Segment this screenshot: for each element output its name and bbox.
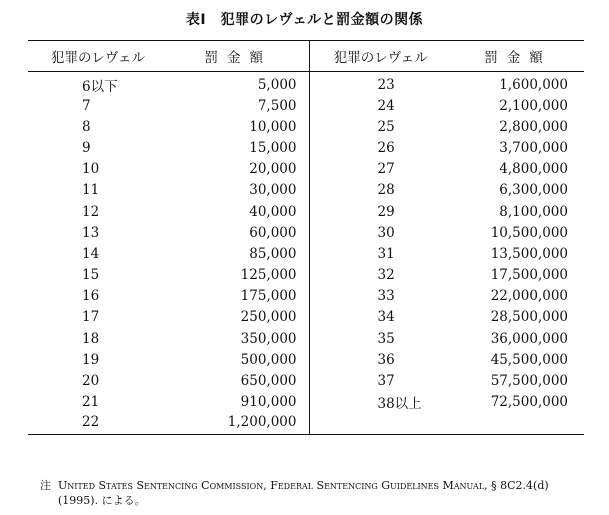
- table-row: [28, 349, 584, 370]
- table-row: [28, 116, 584, 137]
- offense-level-cell: 27: [377, 161, 395, 178]
- fine-amount-cell: 10,500,000: [490, 224, 568, 241]
- fine-amount-cell: 15,000: [168, 137, 309, 158]
- offense-level-cell: 12: [82, 203, 100, 220]
- fine-amount-cell: 13,500,000: [490, 245, 568, 262]
- fine-amount-cell: 60,000: [168, 222, 309, 243]
- fine-amount-cell: 7,500: [168, 95, 309, 116]
- table-header-row: [28, 41, 584, 72]
- fine-amount-cell: 85,000: [168, 243, 309, 264]
- table-body: [28, 72, 584, 435]
- fine-amount-cell: 22,000,000: [490, 288, 568, 305]
- fine-amount-cell: 45,500,000: [490, 351, 568, 368]
- offense-level-cell: 28: [377, 182, 395, 199]
- source-note: [40, 478, 549, 508]
- fine-amount-cell: 30,000: [168, 180, 309, 201]
- offense-level-cell: 18: [82, 330, 100, 347]
- table-row: [28, 392, 584, 413]
- table-row: [28, 72, 584, 96]
- offense-level-cell: 14: [82, 245, 100, 262]
- fine-amount-cell: 2,100,000: [499, 97, 568, 114]
- offense-level-cell: 13: [82, 224, 100, 241]
- offense-level-cell: 6以下: [82, 79, 118, 95]
- fine-amount-cell: 650,000: [168, 370, 309, 391]
- table-row: [28, 307, 584, 328]
- offense-level-cell: 31: [377, 245, 395, 262]
- offense-level-cell: 33: [377, 288, 395, 305]
- fine-amount-cell: 72,500,000: [490, 394, 568, 411]
- offense-level-cell: 10: [82, 161, 100, 178]
- offense-level-cell: 22: [28, 413, 168, 434]
- offense-level-cell: 15: [82, 267, 100, 284]
- fine-amount-cell: 250,000: [168, 307, 309, 328]
- fine-amount-cell: 20,000: [168, 159, 309, 180]
- offense-level-cell: 11: [82, 182, 100, 199]
- table-row: [28, 370, 584, 391]
- table-row: [28, 95, 584, 116]
- table-row: [28, 222, 584, 243]
- offense-level-cell: 16: [82, 288, 100, 305]
- offense-level-cell: 34: [377, 309, 395, 326]
- note-source: United States Sentencing Commission, Federal Sentencing Guidelines Manual,: [58, 479, 488, 492]
- offense-level-cell: 17: [82, 309, 100, 326]
- table-row: [28, 328, 584, 349]
- offense-level-cell: 25: [377, 118, 395, 135]
- offense-level-cell: 23: [377, 77, 395, 93]
- fine-amount-cell: 3,700,000: [499, 139, 568, 156]
- fine-amount-cell: [452, 413, 584, 434]
- fine-amount-cell: 10,000: [168, 116, 309, 137]
- table-row: [28, 243, 584, 264]
- offense-level-cell: 35: [377, 330, 395, 347]
- header-fine-amount-left: 罰金額: [168, 41, 309, 72]
- table-row: [28, 201, 584, 222]
- fine-amount-cell: 500,000: [168, 349, 309, 370]
- fine-amount-cell: 350,000: [168, 328, 309, 349]
- fine-table: [28, 40, 584, 435]
- table-row: [28, 265, 584, 286]
- offense-level-cell: 38以上: [377, 396, 422, 413]
- header-offense-level-left: 犯罪のレヴェル: [28, 41, 168, 72]
- fine-amount-cell: 2,800,000: [499, 118, 568, 135]
- fine-amount-cell: 1,600,000: [499, 77, 568, 93]
- note-line2: (1995). による。: [58, 494, 146, 507]
- table-row: [28, 159, 584, 180]
- offense-level-cell: 9: [82, 139, 91, 156]
- fine-amount-cell: 175,000: [168, 286, 309, 307]
- offense-level-cell: [309, 413, 452, 434]
- fine-amount-cell: 40,000: [168, 201, 309, 222]
- offense-level-cell: 29: [377, 203, 395, 220]
- fine-amount-cell: 6,300,000: [499, 182, 568, 199]
- offense-level-cell: 36: [377, 351, 395, 368]
- fine-amount-cell: 57,500,000: [490, 373, 568, 390]
- offense-level-cell: 32: [377, 267, 395, 284]
- offense-level-cell: 20: [82, 373, 100, 390]
- header-fine-amount-right: 罰金額: [452, 41, 584, 72]
- table-row: [28, 180, 584, 201]
- table-row: [28, 137, 584, 158]
- fine-amount-cell: 17,500,000: [490, 267, 568, 284]
- offense-level-cell: 24: [377, 97, 395, 114]
- fine-amount-cell: 910,000: [168, 392, 309, 413]
- note-section: § 8C2.4(d): [491, 479, 549, 492]
- offense-level-cell: 37: [377, 373, 395, 390]
- offense-level-cell: 19: [82, 351, 100, 368]
- offense-level-cell: 21: [82, 394, 100, 411]
- table-row: [28, 286, 584, 307]
- offense-level-cell: 8: [82, 118, 91, 135]
- fine-amount-cell: 36,000,000: [490, 330, 568, 347]
- fine-amount-cell: 1,200,000: [168, 413, 309, 434]
- table-row: [28, 413, 584, 434]
- offense-level-cell: 7: [82, 97, 91, 114]
- fine-amount-cell: 5,000: [168, 72, 309, 96]
- fine-amount-cell: 125,000: [168, 265, 309, 286]
- fine-amount-cell: 8,100,000: [499, 203, 568, 220]
- header-offense-level-right: 犯罪のレヴェル: [309, 41, 452, 72]
- offense-level-cell: 26: [377, 139, 395, 156]
- note-mark: 注: [40, 479, 51, 492]
- fine-amount-cell: 28,500,000: [490, 309, 568, 326]
- table-title: 表Ⅰ 犯罪のレヴェルと罰金額の関係: [185, 12, 424, 28]
- offense-level-cell: 30: [377, 224, 395, 241]
- fine-amount-cell: 4,800,000: [499, 161, 568, 178]
